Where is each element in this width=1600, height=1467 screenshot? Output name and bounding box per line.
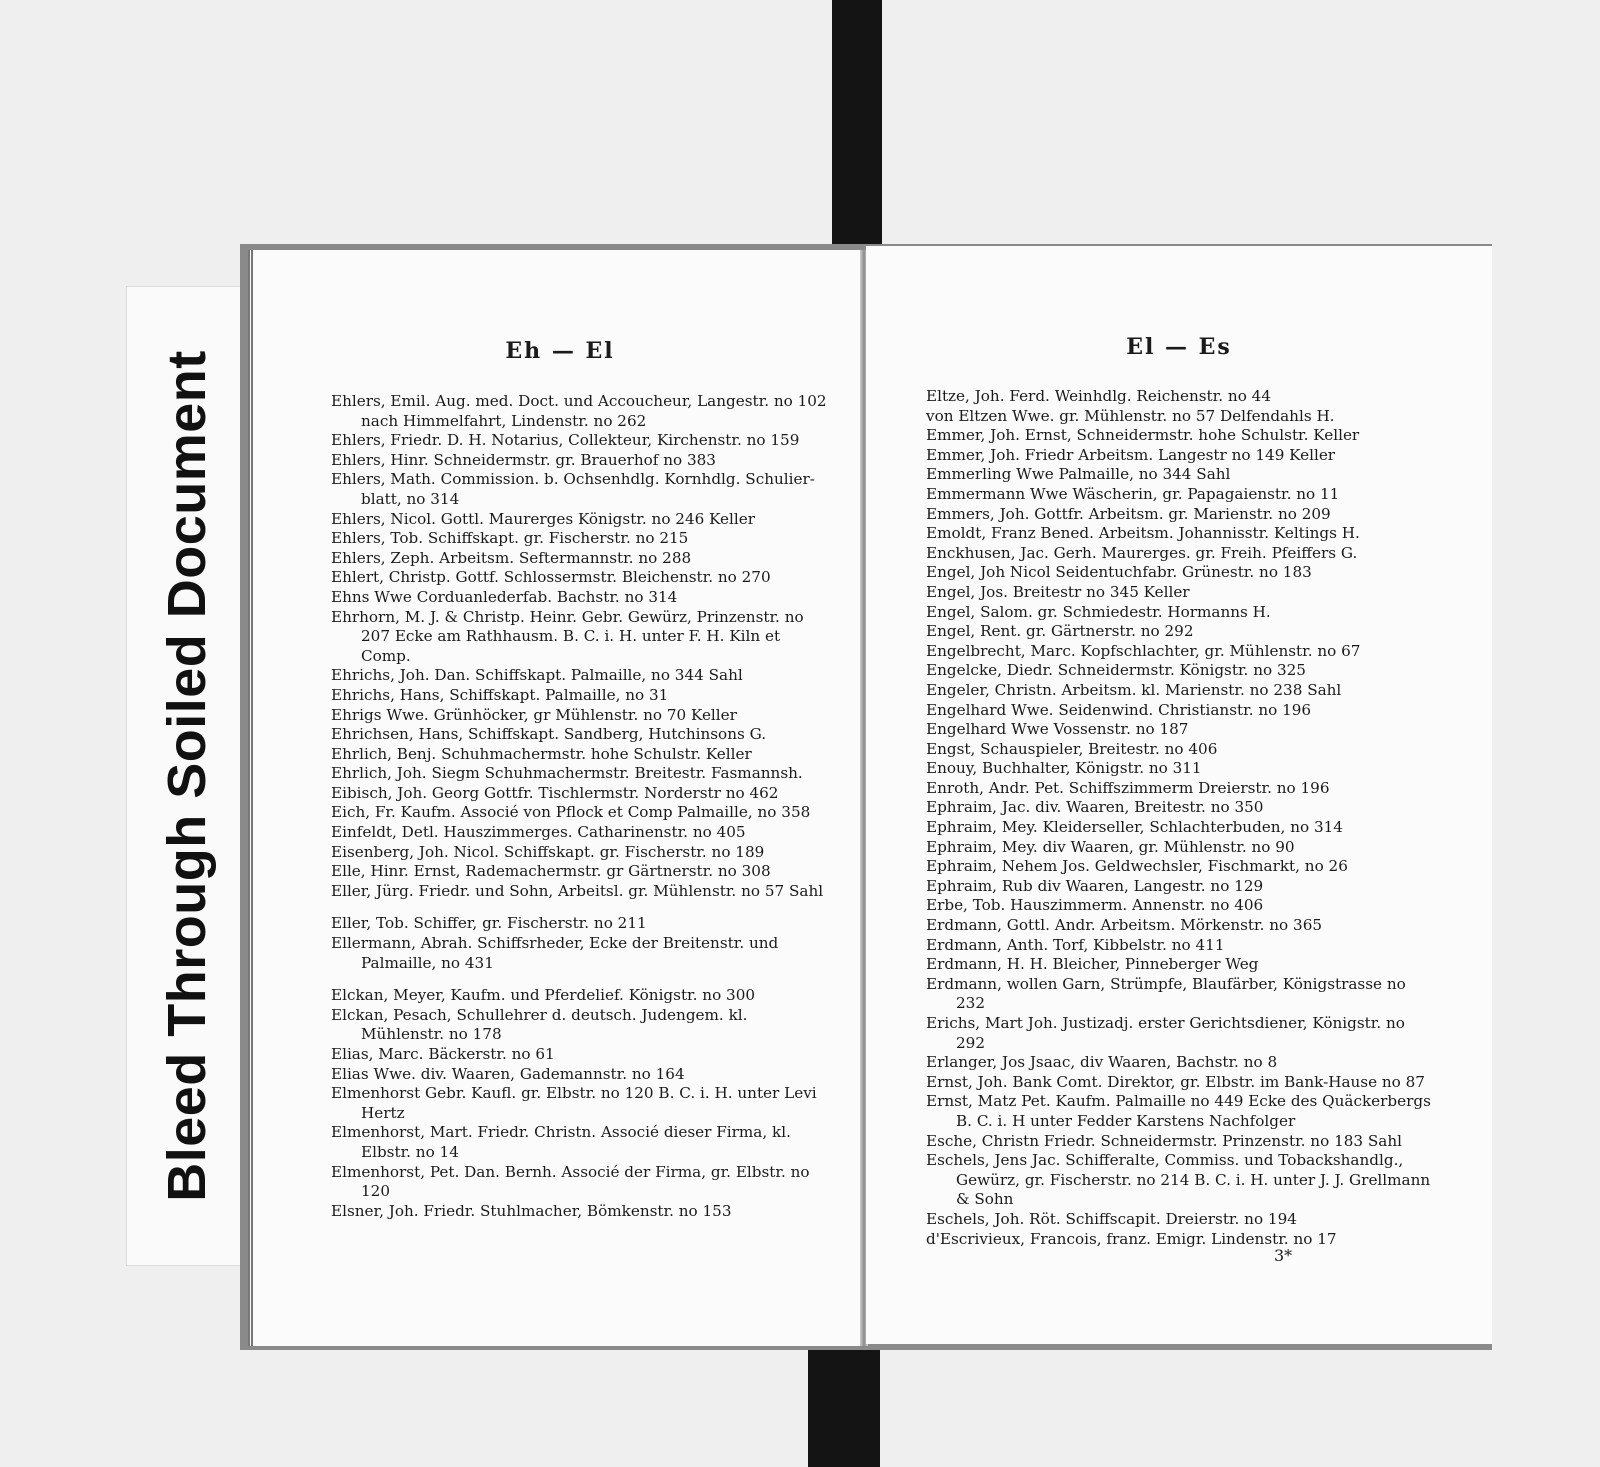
right-page-header: El — Es xyxy=(1126,334,1232,360)
directory-entry: Elckan, Pesach, Schullehrer d. deutsch. Judengem. kl. Mühlenstr. no 178 xyxy=(331,1005,748,1044)
directory-entry: Ephraim, Nehem Jos. Geldwechsler, Fischmarkt, no 26 xyxy=(926,857,1348,876)
directory-entry: Ephraim, Mey. Kleiderseller, Schlachterbuden, no 314 xyxy=(926,818,1343,837)
left-page xyxy=(248,250,867,1346)
directory-entry: Eich, Fr. Kaufm. Associé von Pflock et Comp Palmaille, no 358 xyxy=(331,803,811,822)
directory-entry: Ehrlich, Benj. Schuhmachermstr. hohe Schulstr. Keller xyxy=(331,744,752,763)
left-entry-list xyxy=(331,392,831,1221)
directory-entry: Enouy, Buchhalter, Königstr. no 311 xyxy=(926,759,1202,778)
directory-entry: Ephraim, Mey. div Waaren, gr. Mühlenstr. no 90 xyxy=(926,837,1295,856)
binding-strap-bottom xyxy=(808,1346,880,1467)
directory-entry: Ehrlich, Joh. Siegm Schuhmachermstr. Breitestr. Fasmannsh. xyxy=(331,764,803,783)
directory-entry: Elmenhorst Gebr. Kaufl. gr. Elbstr. no 120 B. C. i. H. unter Levi Hertz xyxy=(331,1084,817,1122)
directory-entry: d'Escrivieux, Francois, franz. Emigr. Lindenstr. no 17 xyxy=(926,1229,1337,1248)
directory-entry: Erichs, Mart Joh. Justizadj. erster Gerichtsdiener, Königstr. no 292 xyxy=(926,1014,1405,1052)
page-signature: 3* xyxy=(1274,1246,1293,1265)
directory-entry: Ehrichsen, Hans, Schiffskapt. Sandberg, Hutchinsons G. xyxy=(331,725,767,744)
directory-entry: von Eltzen Wwe. gr. Mühlenstr. no 57 Delfendahls H. xyxy=(926,406,1335,425)
directory-entry: Eller, Tob. Schiffer, gr. Fischerstr. no 211 xyxy=(331,914,647,933)
directory-entry: Ehlers, Tob. Schiffskapt. gr. Fischerstr. no 215 xyxy=(331,529,689,548)
directory-entry: Ephraim, Jac. div. Waaren, Breitestr. no 350 xyxy=(926,798,1264,817)
condition-label-text: Bleed Through Soiled Document xyxy=(157,350,217,1202)
condition-label xyxy=(126,286,248,1266)
directory-entry: Emoldt, Franz Bened. Arbeitsm. Johannisstr. Keltings H. xyxy=(926,524,1360,543)
directory-entry: Elmenhorst, Mart. Friedr. Christn. Associé dieser Firma, kl. Elbstr. no 14 xyxy=(331,1123,791,1161)
directory-entry: Engel, Salom. gr. Schmiedestr. Hormanns H. xyxy=(926,602,1271,621)
directory-entry: Erbe, Tob. Hauszimmerm. Annenstr. no 406 xyxy=(926,896,1264,915)
binding-strap-top xyxy=(832,0,882,252)
directory-entry: Engelhard Wwe Vossenstr. no 187 xyxy=(926,720,1189,739)
directory-entry: Engelhard Wwe. Seidenwind. Christianstr. no 196 xyxy=(926,700,1312,719)
directory-entry: Ephraim, Rub div Waaren, Langestr. no 129 xyxy=(926,876,1264,895)
directory-entry: Erdmann, Anth. Torf, Kibbelstr. no 411 xyxy=(926,935,1225,954)
directory-entry: Engel, Joh Nicol Seidentuchfabr. Grünestr. no 183 xyxy=(926,563,1312,582)
directory-entry: Elias, Marc. Bäckerstr. no 61 xyxy=(331,1045,555,1063)
directory-entry: Eller, Jürg. Friedr. und Sohn, Arbeitsl. gr. Mühlenstr. no 57 Sahl xyxy=(331,881,824,900)
directory-entry: Emmermann Wwe Wäscherin, gr. Papagaienstr. no 11 xyxy=(926,484,1340,503)
directory-entry: Engelbrecht, Marc. Kopfschlachter, gr. Mühlenstr. no 67 xyxy=(926,641,1361,660)
directory-entry: Ehlers, Hinr. Schneidermstr. gr. Brauerhof no 383 xyxy=(331,450,716,469)
directory-entry: Ehrichs, Hans, Schiffskapt. Palmaille, no 31 xyxy=(331,685,669,704)
directory-entry: Ehns Wwe Corduanlederfab. Bachstr. no 314 xyxy=(331,587,678,606)
directory-entry: Emmer, Joh. Friedr Arbeitsm. Langestr no 149 Keller xyxy=(926,445,1336,464)
directory-entry: Elias Wwe. div. Waaren, Gademannstr. no 164 xyxy=(331,1064,685,1083)
directory-entry: Erdmann, wollen Garn, Strümpfe, Blaufärber, Königstrasse no 232 xyxy=(926,974,1406,1013)
directory-entry: Ehlers, Zeph. Arbeitsm. Seftermannstr. no 288 xyxy=(331,548,692,567)
directory-entry: Ehlert, Christp. Gottf. Schlossermstr. Bleichenstr. no 270 xyxy=(331,568,771,587)
directory-entry: Eschels, Jens Jac. Schifferalte, Commiss. und Tobackshandlg., Gewürz, gr. Fischerstr. no 214 B. C. i. H. unter J. J. Grellmann & Sohn xyxy=(926,1151,1431,1209)
directory-entry: Erlanger, Jos Jsaac, div Waaren, Bachstr. no 8 xyxy=(926,1053,1278,1072)
directory-entry: Erdmann, Gottl. Andr. Arbeitsm. Mörkenstr. no 365 xyxy=(926,916,1323,935)
directory-entry: Ehlers, Emil. Aug. med. Doct. und Accoucheur, Langestr. no 102 nach Himmelfahrt, Lindenstr. no 262 xyxy=(331,392,827,430)
directory-entry: Engel, Jos. Breitestr no 345 Keller xyxy=(926,582,1190,601)
directory-entry: Engst, Schauspieler, Breitestr. no 406 xyxy=(926,739,1218,758)
directory-entry: Engeler, Christn. Arbeitsm. kl. Marienstr. no 238 Sahl xyxy=(926,680,1342,699)
directory-entry: Elsner, Joh. Friedr. Stuhlmacher, Bömkenstr. no 153 xyxy=(331,1201,732,1220)
directory-entry: Ernst, Matz Pet. Kaufm. Palmaille no 449 Ecke des Quäckerbergs B. C. i. H unter Fedder Karstens Nachfolger xyxy=(926,1092,1431,1130)
directory-entry: Emmerling Wwe Palmaille, no 344 Sahl xyxy=(926,465,1231,484)
directory-entry: Erdmann, H. H. Bleicher, Pinneberger Weg xyxy=(926,955,1259,974)
directory-entry: Engel, Rent. gr. Gärtnerstr. no 292 xyxy=(926,622,1194,641)
directory-entry: Emmers, Joh. Gottfr. Arbeitsm. gr. Marienstr. no 209 xyxy=(926,504,1331,523)
directory-entry: Ehlers, Friedr. D. H. Notarius, Collekteur, Kirchenstr. no 159 xyxy=(331,431,800,450)
directory-entry: Esche, Christn Friedr. Schneidermstr. Prinzenstr. no 183 Sahl xyxy=(926,1131,1402,1150)
right-page xyxy=(866,246,1492,1344)
directory-entry: Ehlers, Math. Commission. b. Ochsenhdlg. Kornhdlg. Schulier-blatt, no 314 xyxy=(331,470,815,508)
directory-entry: Eltze, Joh. Ferd. Weinhdlg. Reichenstr. no 44 xyxy=(926,387,1271,405)
directory-entry: Eschels, Joh. Röt. Schiffscapit. Dreierstr. no 194 xyxy=(926,1209,1297,1228)
directory-entry: Ehrichs, Joh. Dan. Schiffskapt. Palmaille, no 344 Sahl xyxy=(331,666,743,685)
directory-entry: Ehlers, Nicol. Gottl. Maurerges Königstr. no 246 Keller xyxy=(331,509,755,528)
directory-entry: Elle, Hinr. Ernst, Rademachermstr. gr Gärtnerstr. no 308 xyxy=(331,862,771,881)
directory-entry: Emmer, Joh. Ernst, Schneidermstr. hohe Schulstr. Keller xyxy=(926,426,1360,445)
directory-entry: Ernst, Joh. Bank Comt. Direktor, gr. Elbstr. im Bank-Hause no 87 xyxy=(926,1072,1425,1091)
directory-entry: Enckhusen, Jac. Gerh. Maurerges. gr. Freih. Pfeiffers G. xyxy=(926,543,1358,562)
directory-entry: Eisenberg, Joh. Nicol. Schiffskapt. gr. Fischerstr. no 189 xyxy=(331,842,765,861)
directory-entry: Ehrhorn, M. J. & Christp. Heinr. Gebr. Gewürz, Prinzenstr. no 207 Ecke am Rathhausm. B. C. i. H. unter F. H. Kiln et Comp. xyxy=(331,607,804,665)
left-page-header: Eh — El xyxy=(505,338,615,364)
directory-entry: Ellermann, Abrah. Schiffsrheder, Ecke der Breitenstr. und Palmaille, no 431 xyxy=(331,934,779,972)
directory-entry: Enroth, Andr. Pet. Schiffszimmerm Dreierstr. no 196 xyxy=(926,778,1330,797)
right-entry-list xyxy=(926,387,1431,1249)
directory-entry: Ehrigs Wwe. Grünhöcker, gr Mühlenstr. no 70 Keller xyxy=(331,705,737,724)
directory-entry: Einfeldt, Detl. Hauszimmerges. Catharinenstr. no 405 xyxy=(331,823,746,842)
directory-entry: Elckan, Meyer, Kaufm. und Pferdelief. Königstr. no 300 xyxy=(331,986,756,1005)
directory-entry: Eibisch, Joh. Georg Gottfr. Tischlermstr. Norderstr no 462 xyxy=(331,783,779,802)
directory-entry: Elmenhorst, Pet. Dan. Bernh. Associé der Firma, gr. Elbstr. no 120 xyxy=(331,1162,810,1201)
directory-entry: Engelcke, Diedr. Schneidermstr. Königstr. no 325 xyxy=(926,661,1306,680)
